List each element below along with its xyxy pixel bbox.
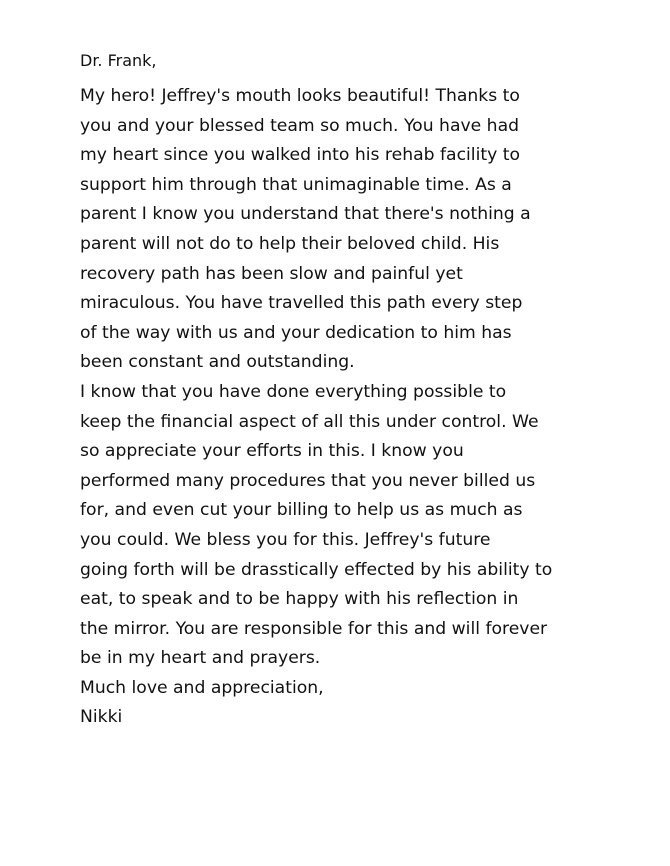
letter-line: going forth will be drasstically effected by his ability to: [80, 559, 553, 580]
letter-line: you and your blessed team so much. You have had: [80, 115, 520, 136]
letter-line: of the way with us and your dedication to him has: [80, 322, 512, 343]
letter-line: the mirror. You are responsible for this and will forever: [80, 618, 548, 639]
letter-line: I know that you have done everything possible to: [80, 381, 507, 402]
letter-line: for, and even cut your billing to help us as much as: [80, 500, 523, 521]
letter-line: parent will not do to help their beloved child. His: [80, 233, 500, 254]
letter: [80, 48, 620, 733]
letter-line: performed many procedures that you never billed us: [80, 470, 536, 491]
letter-body: [80, 82, 620, 733]
letter-line: you could. We bless you for this. Jeffrey's future: [80, 529, 491, 550]
letter-line: support him through that unimaginable time. As a: [80, 174, 512, 195]
letter-line: so appreciate your efforts in this. I know you: [80, 441, 464, 462]
letter-line: My hero! Jeffrey's mouth looks beautiful! Thanks to: [80, 86, 520, 106]
letter-line: be in my heart and prayers.: [80, 648, 321, 669]
salutation: Dr. Frank,: [80, 51, 157, 70]
letter-line: my heart since you walked into his rehab facility to: [80, 145, 520, 166]
letter-line: parent I know you understand that there's nothing a: [80, 204, 531, 225]
letter-line: eat, to speak and to be happy with his reflection in: [80, 589, 519, 610]
letter-line: been constant and outstanding.: [80, 352, 355, 373]
closing: Much love and appreciation,: [80, 677, 324, 698]
letter-line: keep the financial aspect of all this under control. We: [80, 411, 539, 432]
signature: Nikki: [80, 707, 123, 728]
letter-line: miraculous. You have travelled this path every step: [80, 293, 523, 314]
letter-line: recovery path has been slow and painful yet: [80, 263, 463, 284]
